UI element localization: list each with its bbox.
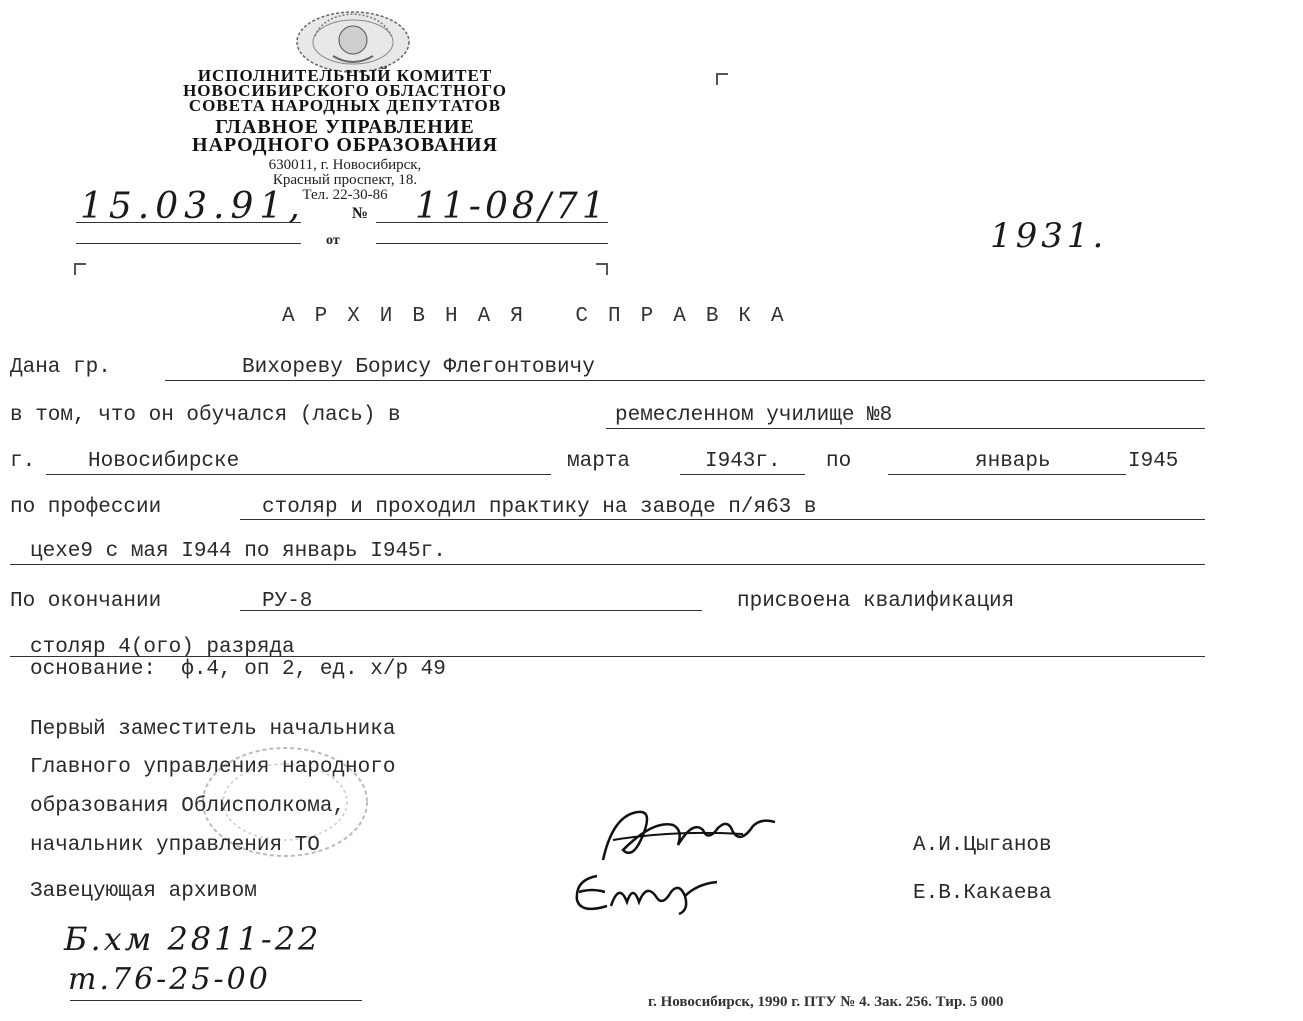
- number-underline: [376, 222, 608, 223]
- dept-line-2: НАРОДНОГО ОБРАЗОВАНИЯ: [192, 134, 498, 156]
- date-handwritten: 15.03.91,: [80, 186, 306, 227]
- start-month-underline: [680, 474, 805, 475]
- address-line-3: Тел. 22-30-86: [302, 187, 388, 203]
- profession-underline: [240, 519, 1205, 520]
- address-line-1: 630011, г. Новосибирск,: [268, 157, 422, 173]
- from-underline-right: [376, 243, 608, 244]
- corner-mark-top-right: [716, 73, 728, 85]
- org-header: [85, 68, 605, 113]
- archive-head-label: Завецующая архивом: [30, 880, 257, 903]
- corner-mark-left: [74, 263, 86, 275]
- city-value: Новосибирске: [88, 450, 240, 473]
- number-label: №: [352, 205, 369, 222]
- completion-label: По окончании: [10, 590, 162, 613]
- note-underline: [70, 1000, 362, 1001]
- year-handwritten: 1931.: [990, 216, 1108, 256]
- archive-basis: основание: ф.4, оп 2, ед. х/р 49: [30, 658, 446, 681]
- note-handwritten-2: т.76-25-00: [68, 962, 271, 997]
- from-label: от: [326, 233, 340, 248]
- from-underline-left: [76, 243, 301, 244]
- signer-name-2: Е.В.Какаева: [913, 882, 1052, 905]
- position-line-1: Первый заместитель начальника: [30, 718, 396, 741]
- city-label: г.: [10, 450, 36, 473]
- org-line-3: СОВЕТА НАРОДНЫХ ДЕПУТАТОВ: [188, 96, 502, 115]
- to-label: по: [826, 450, 852, 473]
- org-line-2: НОВОСИБИРСКОГО ОБЛАСТНОГО: [183, 81, 507, 100]
- date-underline: [76, 222, 301, 223]
- workshop-value: цехе9 с мая I944 по январь I945г.: [30, 540, 446, 563]
- recipient-underline: [165, 380, 1205, 381]
- org-line-1: ИСПОЛНИТЕЛЬНЫЙ КОМИТЕТ: [197, 66, 493, 85]
- school-abbrev-underline: [240, 610, 702, 611]
- qualification-label: присвоена квалификация: [737, 590, 1015, 613]
- position-line-3: образования Облисполкома,: [30, 795, 346, 818]
- school-abbrev: РУ-8: [262, 590, 313, 613]
- profession-value: столяр и проходил практику на заводе п/я63 в: [262, 496, 817, 519]
- position-line-4: начальник управления ТО: [30, 834, 320, 857]
- position-line-2: Главного управления народного: [30, 756, 396, 779]
- end-year: I945: [1128, 450, 1179, 473]
- dept-header: [85, 118, 605, 154]
- school-underline: [606, 428, 1205, 429]
- recipient-name: Вихореву Борису Флегонтовичу: [242, 356, 595, 379]
- start-month: марта: [567, 450, 631, 473]
- profession-label: по профессии: [10, 496, 162, 519]
- state-emblem: [293, 6, 413, 74]
- note-handwritten-1: Б.хм 2811-22: [64, 920, 322, 958]
- workshop-underline: [10, 564, 1205, 565]
- given-to-label: Дана гр.: [10, 356, 111, 379]
- start-year: I943г.: [705, 450, 781, 473]
- school-name: ремесленном училище №8: [615, 404, 893, 427]
- signer-name-1: А.И.Цыганов: [913, 834, 1052, 857]
- number-handwritten: 11-08/71: [415, 186, 609, 227]
- address-line-2: Красный проспект, 18.: [272, 172, 418, 188]
- end-month: январь: [975, 450, 1051, 473]
- signature-2: [567, 862, 727, 922]
- dept-line-1: ГЛАВНОЕ УПРАВЛЕНИЕ: [215, 116, 475, 138]
- qualification-underline: [10, 656, 1205, 657]
- document-title: АРХИВНАЯ СПРАВКА: [282, 305, 804, 328]
- print-footer: г. Новосибирск, 1990 г. ПТУ № 4. Зак. 256. Тир. 5 000: [648, 994, 1004, 1010]
- city-underline: [46, 474, 551, 475]
- end-month-underline: [888, 474, 1126, 475]
- studied-label: в том, что он обучался (лась) в: [10, 404, 401, 427]
- qualification-value: столяр 4(ого) разряда: [30, 636, 295, 659]
- corner-mark-right: [596, 263, 608, 275]
